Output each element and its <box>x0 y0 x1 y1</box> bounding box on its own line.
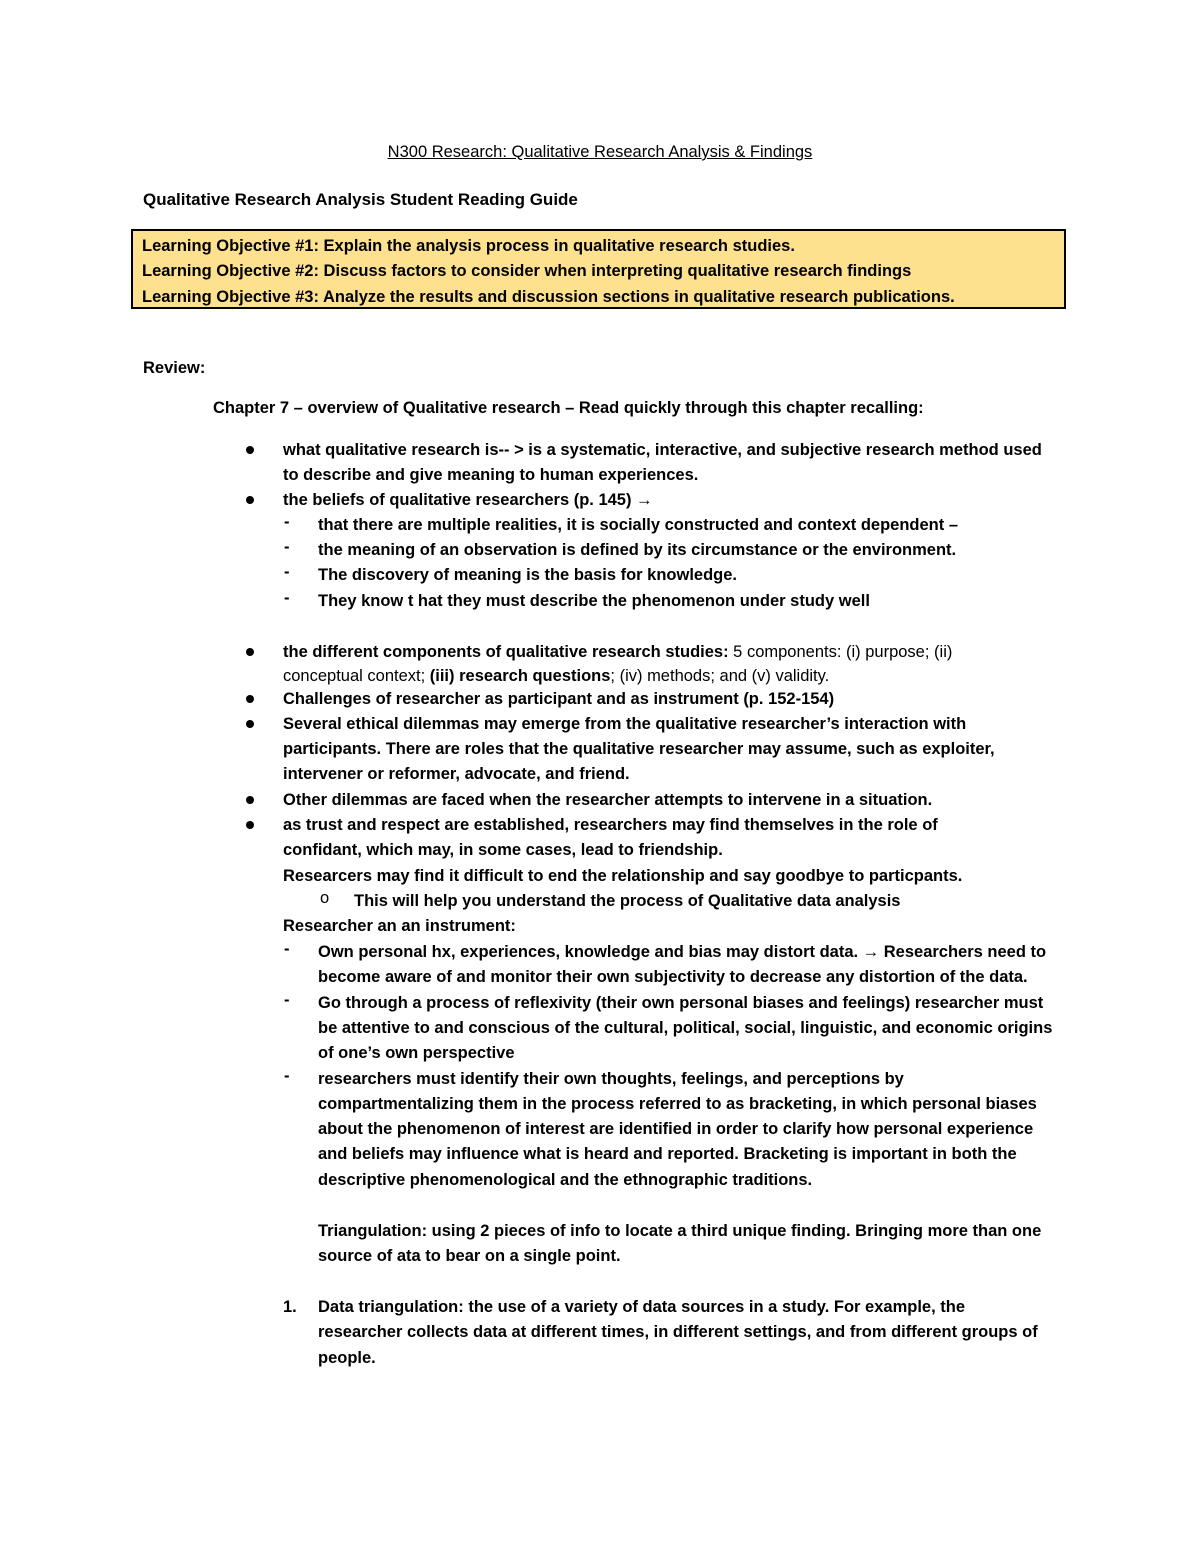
triangulation-line-2: source of ata to bear on a single point. <box>318 1247 621 1265</box>
ending-relationship-text: Researcers may find it difficult to end the relationship and say goodbye to particpants. <box>283 867 963 885</box>
bullet-3-line-1 <box>283 640 952 665</box>
bullet-5-line-2: participants. There are roles that the qualitative researcher may assume, such as exploiter, <box>283 740 995 758</box>
bullet-marker <box>246 821 254 829</box>
bullet-marker <box>246 446 254 454</box>
learning-objective-2: Learning Objective #2: Discuss factors to consider when interpreting qualitative research findings <box>142 262 912 281</box>
instrument-item-3-line-2: compartmentalizing them in the process referred to as bracketing, in which personal biases <box>318 1095 1037 1113</box>
belief-item-1: that there are multiple realities, it is socially constructed and context dependent – <box>318 516 959 534</box>
sub-bullet-marker: o <box>320 889 330 907</box>
instrument-item-2-line-3: of one’s own perspective <box>318 1044 515 1062</box>
learning-objective-3: Learning Objective #3: Analyze the results and discussion sections in qualitative research publications. <box>142 287 955 306</box>
bullet-marker <box>246 496 254 504</box>
bullet-marker <box>246 695 254 703</box>
instrument-item-1-line-2: become aware of and monitor their own subjectivity to decrease any distortion of the data. <box>318 968 1028 986</box>
instrument-item-3-line-5: descriptive phenomenological and the ethnographic traditions. <box>318 1171 813 1189</box>
bullet-2-line-1: the beliefs of qualitative researchers (p. 145) → <box>283 491 653 509</box>
instrument-item-1-line-1: Own personal hx, experiences, knowledge and bias may distort data. → Researchers need to <box>318 943 1047 961</box>
belief-item-2: the meaning of an observation is defined by its circumstance or the environment. <box>318 541 957 559</box>
data-triangulation-line-3: people. <box>318 1349 376 1367</box>
learning-objective-1: Learning Objective #1: Explain the analysis process in qualitative research studies. <box>142 237 795 255</box>
bullet-1-line-1: what qualitative research is-- > is a systematic, interactive, and subjective research method used <box>283 441 1042 459</box>
instrument-item-3-line-4: and beliefs may influence what is heard and reported. Bracketing is important in both the <box>318 1145 1017 1163</box>
chapter-intro: Chapter 7 – overview of Qualitative research – Read quickly through this chapter recalling: <box>213 399 924 417</box>
components-text-a: conceptual context; <box>283 667 430 685</box>
instrument-item-3-line-1: researchers must identify their own thoughts, feelings, and perceptions by <box>318 1070 904 1088</box>
learning-objectives-box <box>131 229 1066 309</box>
sub-bullet-text: This will help you understand the process of Qualitative data analysis <box>354 892 901 910</box>
document-title: N300 Research: Qualitative Research Analysis & Findings <box>387 143 813 161</box>
instrument-item-2-line-1: Go through a process of reflexivity (their own personal biases and feelings) researcher must <box>318 994 1044 1012</box>
data-triangulation-line-2: researcher collects data at different times, in different settings, and from different groups of <box>318 1323 1038 1341</box>
bullet-7-line-1: as trust and respect are established, researchers may find themselves in the role of <box>283 816 938 834</box>
components-label: the different components of qualitative research studies: <box>283 643 729 661</box>
review-heading: Review: <box>143 359 206 377</box>
document-subtitle: Qualitative Research Analysis Student Reading Guide <box>143 190 578 209</box>
belief-item-4: They know t hat they must describe the phenomenon under study well <box>318 592 870 610</box>
dash-marker: - <box>284 991 290 1009</box>
bullet-marker <box>246 796 254 804</box>
instrument-heading: Researcher an an instrument: <box>283 917 516 935</box>
bullet-5-line-1: Several ethical dilemmas may emerge from the qualitative researcher’s interaction with <box>283 715 967 733</box>
bullet-7-line-2: confidant, which may, in some cases, lead to friendship. <box>283 841 723 859</box>
dash-marker: - <box>284 513 290 531</box>
data-triangulation-line-1: Data triangulation: the use of a variety of data sources in a study. For example, the <box>318 1298 966 1316</box>
dash-marker: - <box>284 563 290 581</box>
belief-item-3: The discovery of meaning is the basis for knowledge. <box>318 566 738 584</box>
bullet-1-line-2: to describe and give meaning to human experiences. <box>283 466 699 484</box>
components-text-c: ; (iv) methods; and (v) validity. <box>610 667 830 685</box>
bullet-4: Challenges of researcher as participant and as instrument (p. 152-154) <box>283 690 835 708</box>
bullet-6: Other dilemmas are faced when the researcher attempts to intervene in a situation. <box>283 791 933 809</box>
numbered-marker: 1. <box>283 1298 297 1316</box>
bullet-3-line-2 <box>283 664 829 689</box>
dash-marker: - <box>284 589 290 607</box>
bullet-5-line-3: intervener or reformer, advocate, and friend. <box>283 765 630 783</box>
bullet-marker <box>246 648 254 656</box>
dash-marker: - <box>284 1067 290 1085</box>
instrument-item-3-line-3: about the phenomenon of interest are identified in order to clarify how personal experience <box>318 1120 1034 1138</box>
triangulation-line-1: Triangulation: using 2 pieces of info to locate a third unique finding. Bringing more than one <box>318 1222 1042 1240</box>
components-text-b: (iii) research questions <box>429 667 611 685</box>
components-text: 5 components: (i) purpose; (ii) <box>728 643 953 661</box>
dash-marker: - <box>284 538 290 556</box>
instrument-item-2-line-2: be attentive to and conscious of the cultural, political, social, linguistic, and economic origins <box>318 1019 1053 1037</box>
dash-marker: - <box>284 940 290 958</box>
bullet-marker <box>246 720 254 728</box>
